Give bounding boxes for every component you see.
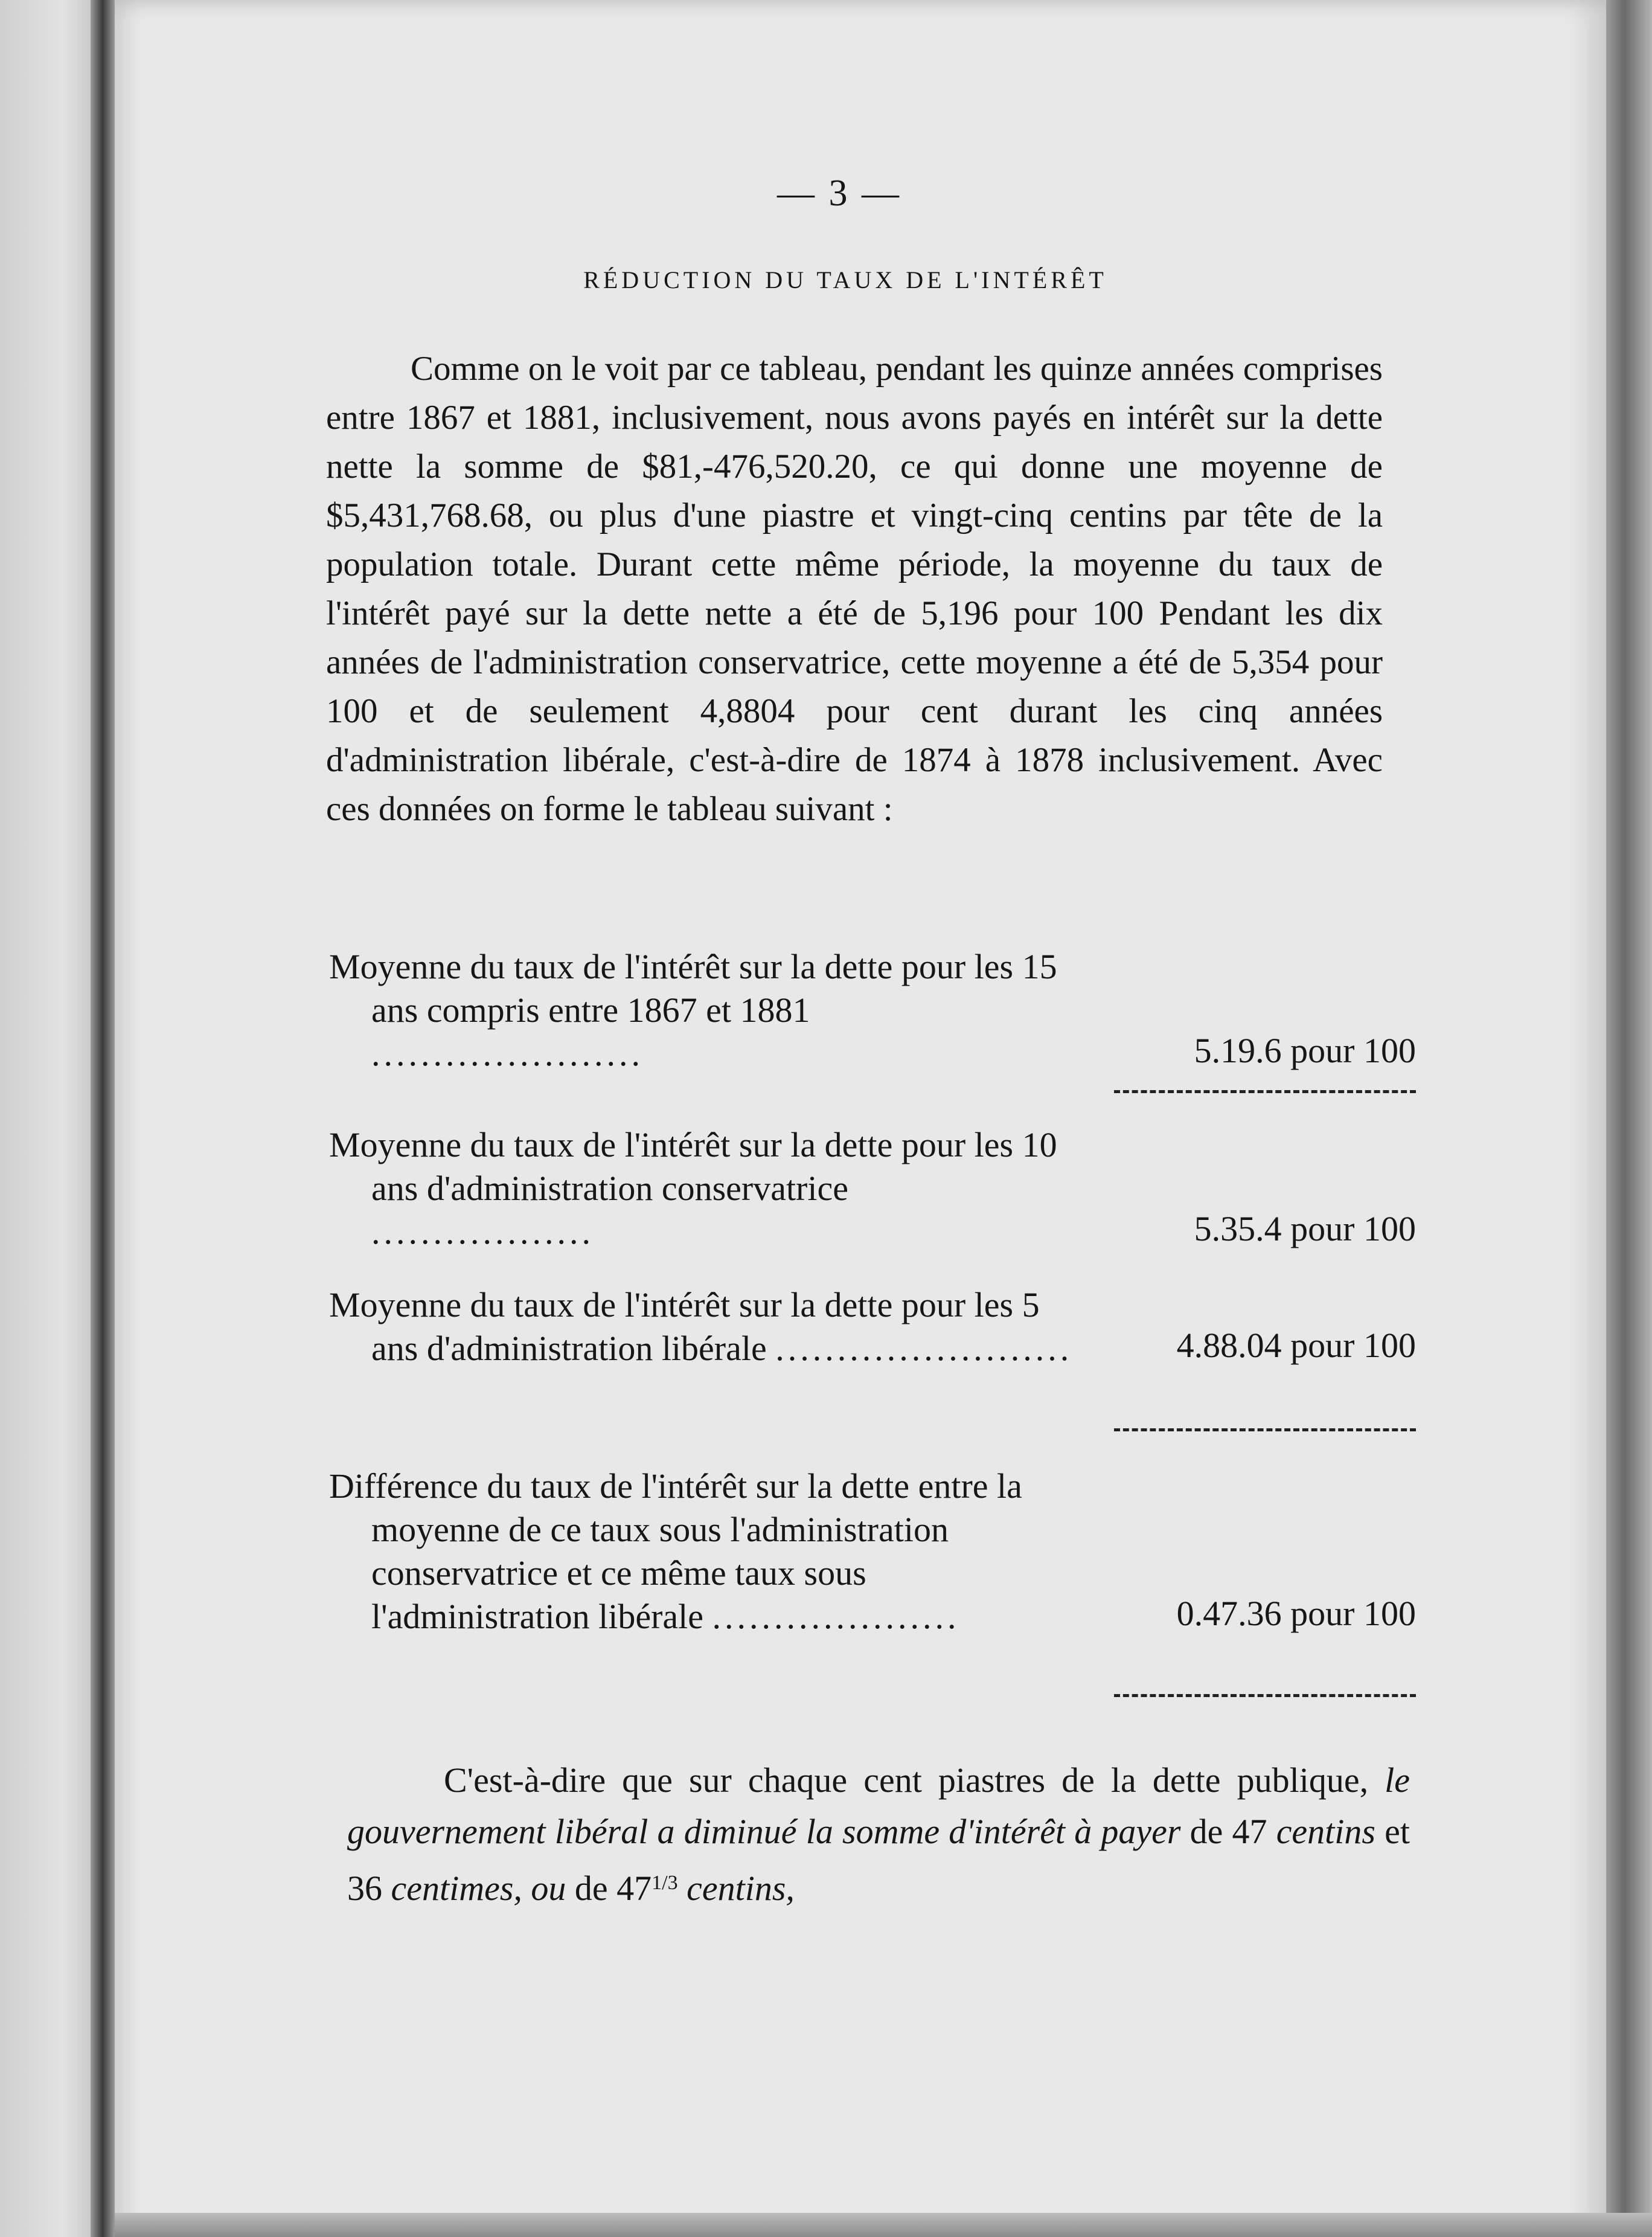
row-label: Moyenne du taux de l'intérêt sur la dette pour les 15 ans compris entre 1867 et 1881 ...................... [329, 947, 1057, 1073]
page-number: — 3 — [777, 173, 901, 214]
section-heading: RÉDUCTION DU TAUX DE L'INTÉRÊT [583, 266, 1107, 294]
row-label: Moyenne du taux de l'intérêt sur la dette pour les 10 ans d'administration conservatrice .................. [329, 1125, 1057, 1251]
underline-rule [1114, 1090, 1416, 1093]
table-row [329, 1465, 1416, 1638]
right-page-edge [1606, 0, 1652, 2237]
row-value: 5.19.6 pour 100 [1194, 1031, 1416, 1070]
row-label: Différence du taux de l'intérêt sur la dette entre la moyenne de ce taux sous l'administration conservatrice et ce même taux sous l'administration libérale .................... [329, 1466, 1022, 1636]
table-row [329, 1123, 1416, 1254]
underline-rule [1114, 1428, 1416, 1431]
leader-dots: .................. [371, 1212, 594, 1251]
table-row [329, 1283, 1416, 1370]
intro-paragraph: Comme on le voit par ce tableau, pendant les quinze années comprises entre 1867 et 1881, inclusivement, nous avons payés en intérêt sur la dette nette la somme de $81,-476,520.20, ce qui donne une moyenne de $5,431,768.68, ou plus d'une piastre et vingt-cinq centins par tête de la population totale. Durant cette même période, la moyenne du taux de l'intérêt payé sur la dette nette a été de 5,196 pour 100 Pendant les dix années de l'administration conservatrice, cette moyenne a été de 5,354 pour 100 et de seulement 4,8804 pour cent durant les cinq années d'administration libérale, c'est-à-dire de 1874 à 1878 inclusivement. Avec ces données on forme le tableau suivant : [326, 350, 1383, 828]
bottom-page-edge [115, 2213, 1652, 2237]
binding-fold [91, 0, 115, 2237]
row-value: 5.35.4 pour 100 [1194, 1209, 1416, 1248]
closing-paragraph: C'est-à-dire que sur chaque cent piastres de la dette publique, le gouvernement libéral a diminué la somme d'intérêt à payer de 47 centins et 36 centimes, ou de $47^{1/3}$ centins, [347, 1760, 1410, 1908]
row-label: Moyenne du taux de l'intérêt sur la dette pour les 5 ans d'administration libérale ........................ [329, 1285, 1073, 1368]
row-value: 4.88.04 pour 100 [1176, 1326, 1416, 1365]
leader-dots: ........................ [775, 1329, 1073, 1368]
leader-dots: .................... [712, 1597, 960, 1636]
left-page-edge [0, 0, 106, 2237]
leader-dots: ...................... [371, 1034, 644, 1073]
table-row [329, 945, 1416, 1076]
fraction: 1/3 [652, 1872, 678, 1894]
underline-rule [1114, 1694, 1416, 1697]
row-value: 0.47.36 pour 100 [1176, 1594, 1416, 1633]
